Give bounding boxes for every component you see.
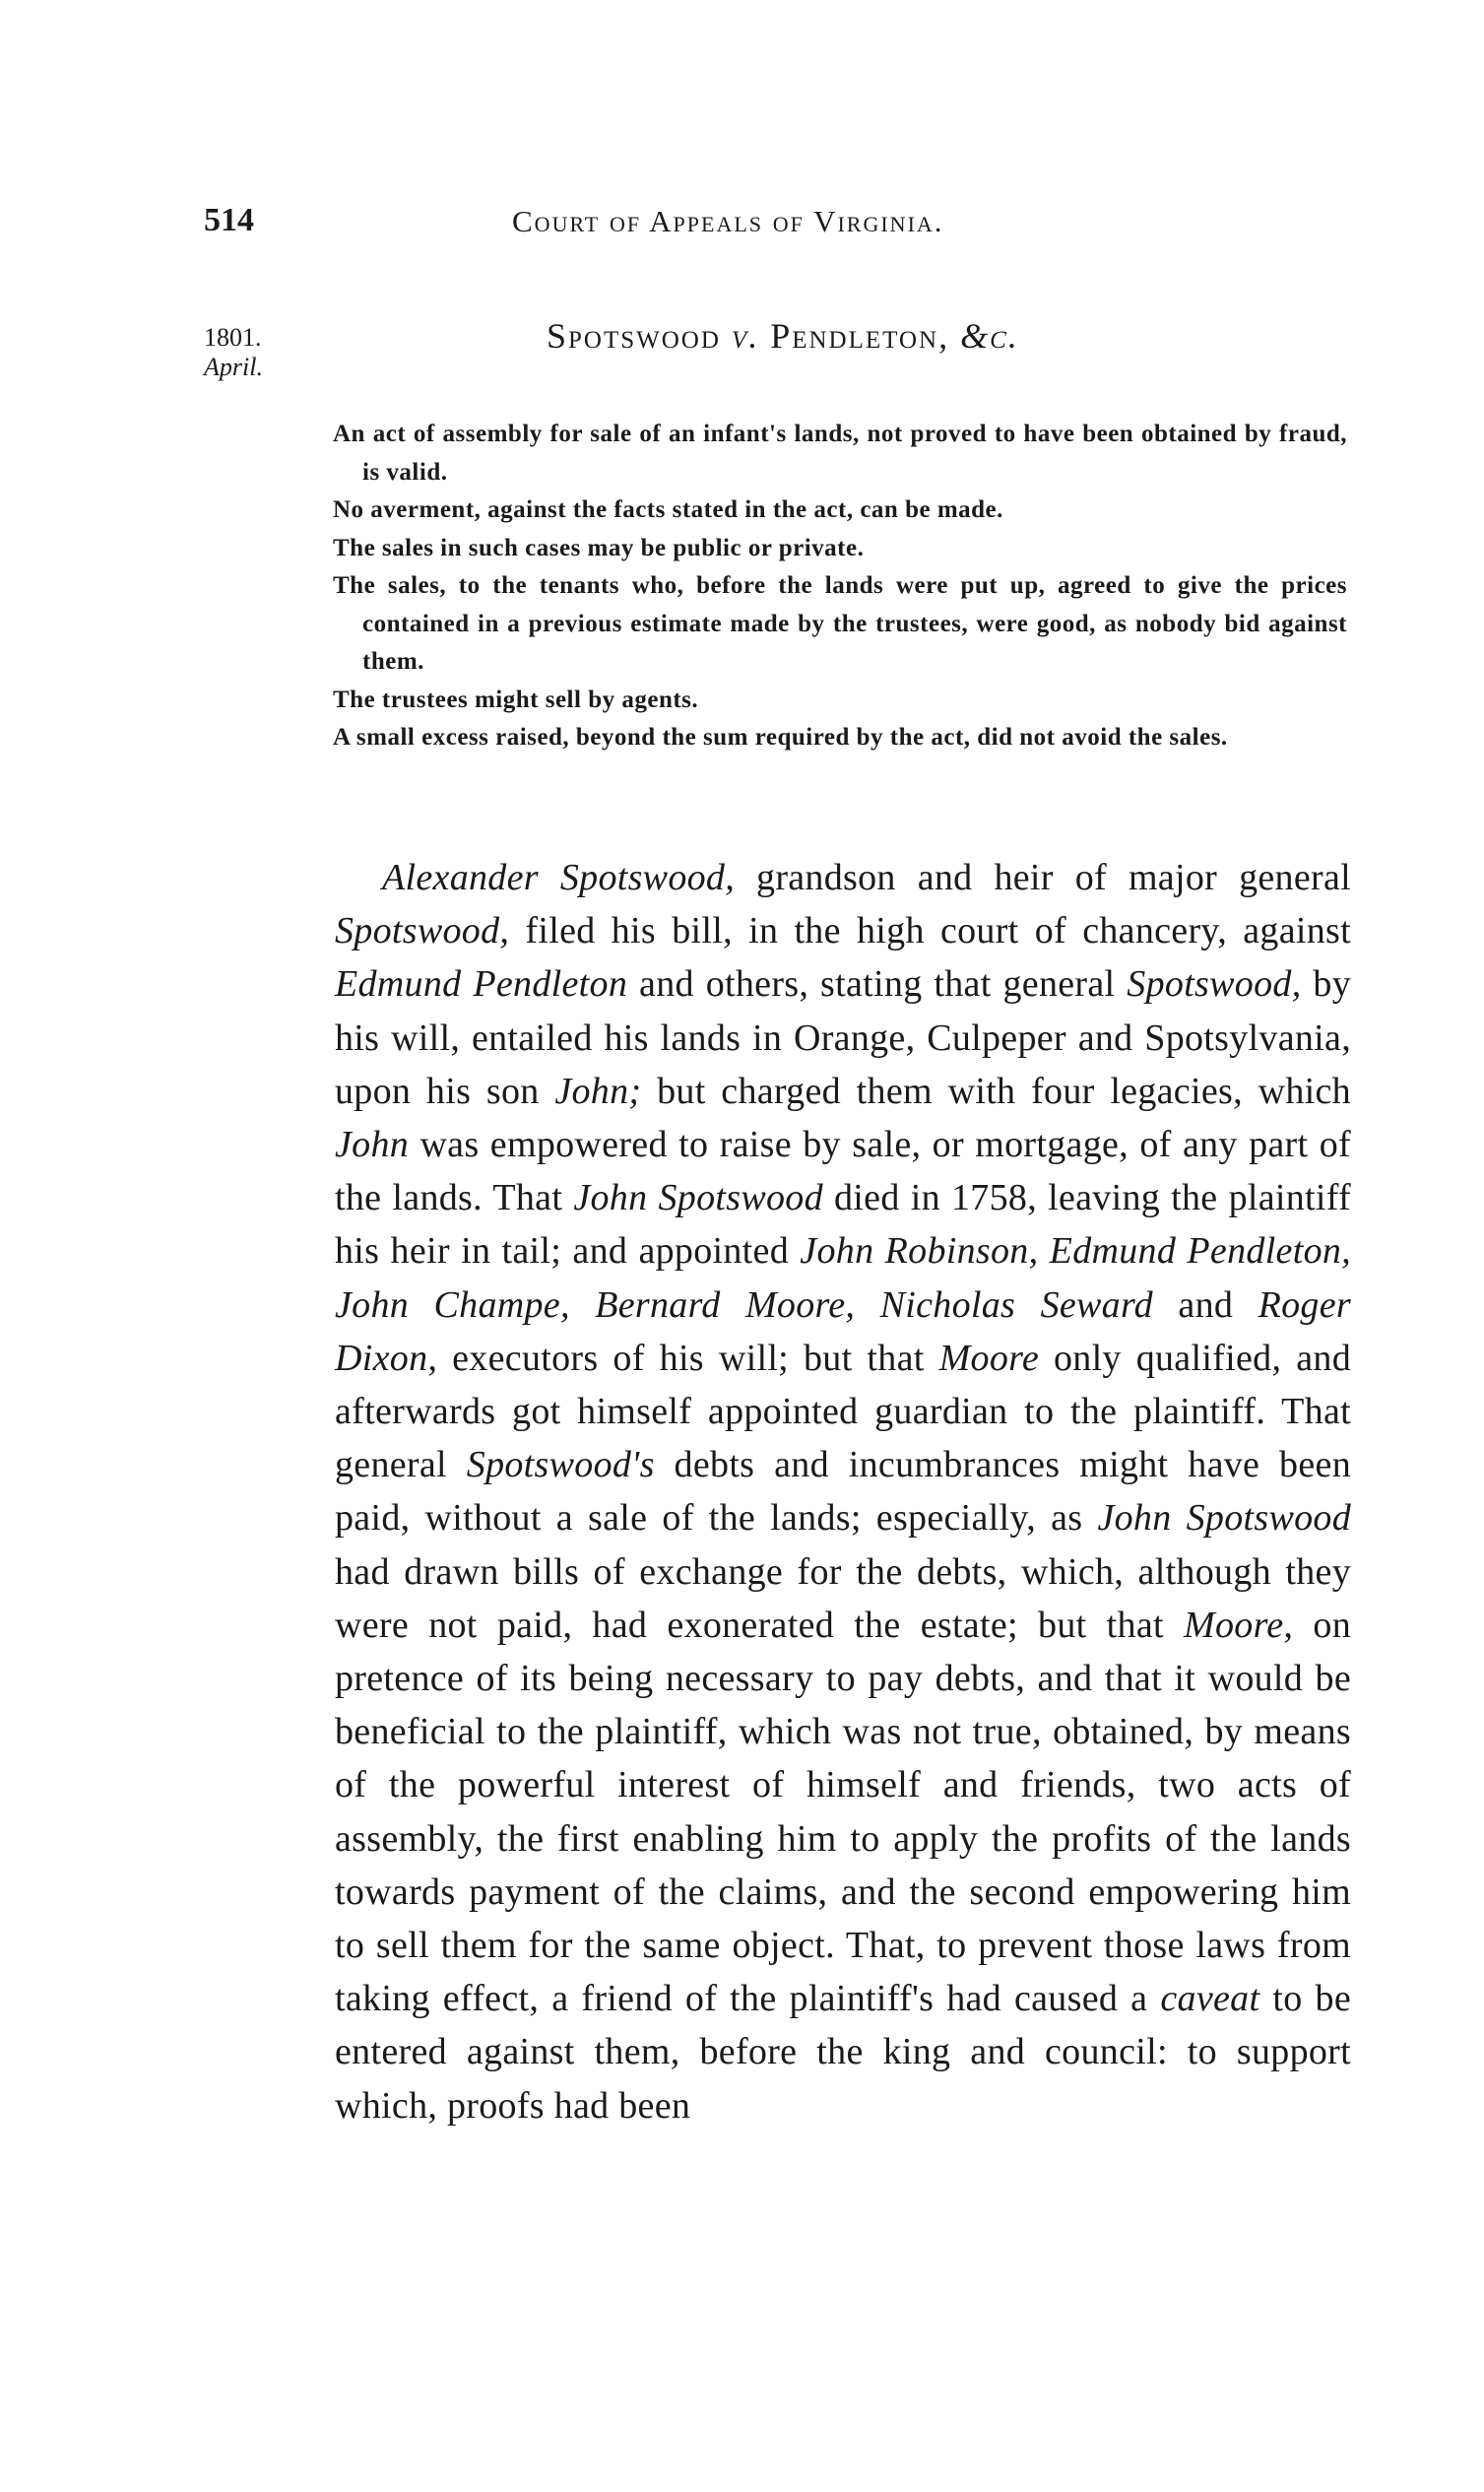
names-executors: John Robinson, Edmund Pendleton, John Champe, Bernard Moore, Nicholas Seward	[335, 1230, 1351, 1326]
body-text-run: but charged them with four legacies, which	[641, 1070, 1351, 1112]
body-text-run: was empowered to raise by sale, or mortgage, of any part of the lands. That	[335, 1124, 1351, 1219]
margin-year: 1801.	[204, 323, 262, 352]
body-paragraph	[335, 851, 1351, 2132]
name-john-spotswood: John Spotswood	[573, 1177, 823, 1219]
case-party-defendant: Pendleton,	[770, 316, 950, 356]
page-number: 514	[204, 202, 254, 238]
name-john-spotswood: John Spotswood	[1097, 1497, 1351, 1540]
body-text-run: and	[1152, 1283, 1258, 1326]
body-text-run: died in 1758, leaving the plaintiff his heir in tail; and appointed	[335, 1177, 1351, 1273]
case-title	[547, 315, 1019, 357]
body-text-run: executors of his will; but that	[437, 1337, 939, 1379]
name-edmund-pendleton: Edmund Pendleton	[335, 963, 628, 1006]
headnote: No averment, against the facts stated in the act, can be made.	[333, 496, 1003, 523]
margin-month: April.	[204, 353, 263, 381]
case-body-text	[335, 851, 1351, 2132]
case-party-plaintiff: Spotswood	[547, 316, 721, 356]
case-etc: &c.	[960, 316, 1019, 356]
headnote: The sales, to the tenants who, before the lands were put up, agreed to give the prices contained in a previous estimate made by the trustees, were good, as nobody bid against them.	[333, 572, 1347, 675]
name-moore: Moore	[938, 1337, 1039, 1379]
headnote: The trustees might sell by agents.	[333, 686, 699, 713]
body-text-run: and others, stating that general	[627, 963, 1128, 1006]
headnote: The sales in such cases may be public or private.	[333, 534, 865, 561]
headnote: An act of assembly for sale of an infant's lands, not proved to have been obtained by fraud, is valid.	[333, 421, 1347, 486]
name-moore: Moore,	[1184, 1604, 1294, 1646]
body-text-run: by his will, entailed his lands in Orange, Culpeper and Spotsylvania, upon his son	[335, 963, 1352, 1112]
name-alexander-spotswood: Alexander Spotswood,	[382, 857, 736, 898]
margin-date-note	[204, 323, 263, 382]
body-text-run: had drawn bills of exchange for the debts, which, although they were not paid, had exonerated the estate; but that	[335, 1550, 1351, 1646]
body-text-run: on pretence of its being necessary to pay debts, and that it would be beneficial to the plaintiff, which was not true, obtained, by means of the powerful interest of himself and friends, two acts of assembly, the first enabling him to apply the profits of the lands towards payment of the claims, and the second empowering him to sell them for the same object. That, to prevent those laws from taking effect, a friend of the plaintiff's had caused a	[335, 1604, 1351, 2020]
syllabus-headnotes	[333, 416, 1347, 757]
name-roger-dixon: Roger Dixon,	[335, 1283, 1351, 1379]
headnote: A small excess raised, beyond the sum required by the act, did not avoid the sales.	[333, 724, 1228, 751]
case-versus: v.	[731, 316, 760, 356]
body-text-run: filed his bill, in the high court of chancery, against	[509, 910, 1351, 952]
body-text-run: to be entered against them, before the king and council: to support which, proofs had been	[335, 1978, 1351, 2127]
body-text-run: only qualified, and afterwards got himself appointed guardian to the plaintiff. That general	[335, 1337, 1351, 1486]
body-text-run: debts and incumbrances might have been paid, without a sale of the lands; especially, as	[335, 1444, 1351, 1540]
name-spotswood: Spotswood,	[1127, 963, 1302, 1006]
term-caveat: caveat	[1160, 1978, 1260, 2020]
body-text-run: grandson and heir of major general	[735, 857, 1351, 898]
name-spotswoods: Spotswood's	[466, 1444, 655, 1486]
name-spotswood: Spotswood,	[335, 910, 510, 952]
name-john: John;	[554, 1070, 642, 1112]
running-head: Court of Appeals of Virginia.	[512, 204, 944, 238]
name-john: John	[335, 1124, 410, 1166]
